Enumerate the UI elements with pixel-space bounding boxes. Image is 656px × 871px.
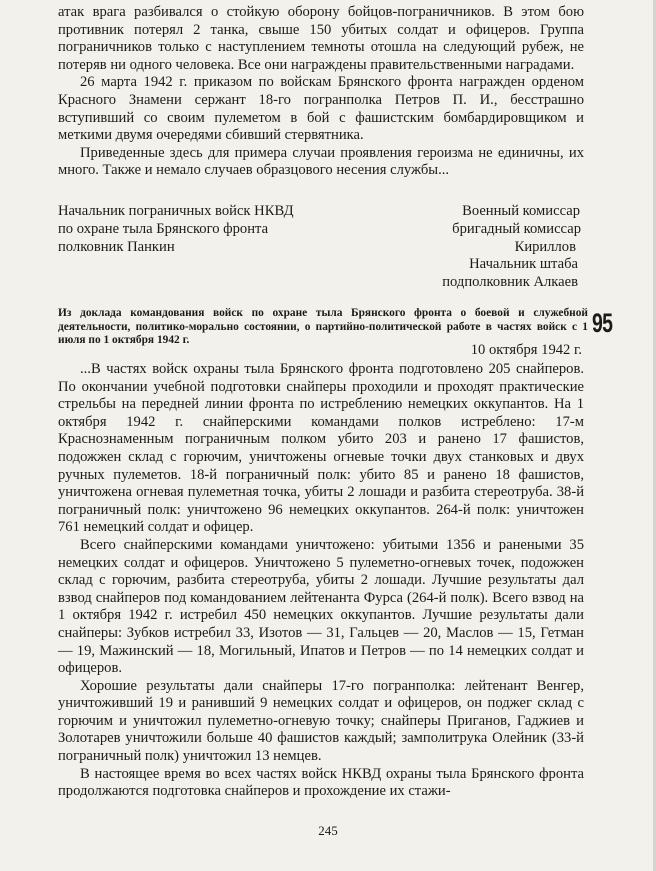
- document-body: [58, 361, 584, 801]
- paragraph-3: Приведенные здесь для примера случаи проявления героизма не единичны, их много. Также и немало случаев образцового несения службы...: [58, 144, 584, 179]
- signature-block: [58, 203, 584, 292]
- body-paragraph-1: ...В частях войск охраны тыла Брянского фронта подготовлено 205 снайперов. По окончании учебной подготовки снайперы проходили и проходят практические стрельбы на передней линии фронта по истреблению немецких оккупантов. На 1 октября 1942 г. снайперскими командами полков истреблено: 17-м Краснознаменным пограничным полком убито 203 и ранено 17 фашистов, подожжен склад с горючим, уничтожены огневые точки двух станковых и двух ручных пулеметов. 18-й пограничный полк: убито 85 и ранено 18 фашистов, уничтожена огневая пулеметная точка, убиты 2 лошади и разбита стереотруба. 38-й пограничный полк: уничтожено 96 немецких оккупантов. 264-й полк: уничтожен 761 немецкий солдат и офицер.: [58, 361, 584, 536]
- body-paragraph-4: В настоящее время во всех частях войск НКВД охраны тыла Брянского фронта продолжаются подготовка снайперов и прохождение их стажи-: [58, 765, 584, 800]
- signature-row: [58, 203, 584, 221]
- signature-right: бригадный комиссар: [452, 220, 581, 237]
- signature-row: [58, 239, 584, 257]
- page-number: 245: [318, 823, 338, 838]
- signature-row: [58, 221, 584, 239]
- paragraph-1: атак врага разбивался о стойкую оборону бойцов-пограничников. В этом бою противник потерял 2 танка, свыше 150 убитых солдат и офицеров. Группа пограничников только с наступлением темноты отошла на следующий рубеж, не потеряв ни одного человека. Все они награждены правительственными наградами.: [58, 4, 584, 73]
- signature-left: Начальник пограничных войск НКВД: [58, 203, 294, 219]
- signature-row: [58, 274, 584, 292]
- paragraph-2: 26 марта 1942 г. приказом по войскам Брянского фронта награжден орденом Красного Знамени сержант 18-го погранполка Петров П. И., бесстрашно вступивший со своим пулеметом в бой с фашистским бомбардировщиком и меткими двумя очередями сбивший стервятника.: [58, 74, 584, 144]
- document-date: 10 октября 1942 г.: [470, 342, 582, 358]
- signature-left: по охране тыла Брянского фронта: [58, 220, 269, 237]
- signature-right: Начальник штаба: [469, 256, 578, 273]
- signature-right: подполковник Алкаев: [442, 274, 578, 291]
- signature-right: Военный комиссар: [462, 203, 580, 219]
- signature-row: [58, 256, 584, 274]
- document-number: 95: [592, 308, 613, 338]
- body-paragraph-2: Всего снайперскими командами уничтожено: убитыми 1356 и ранеными 35 немецких солдат и офицеров. Уничтожено 5 пулеметно-огневых точек, подожжен склад с горючим, разбита стереотруба, убиты 2 лошади. Лучшие результаты дал взвод снайперов под командованием лейтенанта Фурса (264-й полк). Всего взвод на 1 октября 1942 г. истребил 450 немецких оккупантов. Лучшие результаты дали снайперы: Зубков истребил 33, Изотов — 31, Гальцев — 20, Маслов — 15, Гетман — 19, Мажинский — 18, Могильный, Ипатов и Петров — по 14 немецких солдат и офицеров.: [58, 536, 584, 677]
- signature-left: полковник Панкин: [58, 238, 175, 255]
- signature-right: Кириллов: [514, 238, 576, 255]
- continuation-text: [58, 4, 584, 180]
- body-paragraph-3: Хорошие результаты дали снайперы 17-го погранполка: лейтенант Венгер, уничтоживший 19 и ранивший 9 немецких солдат и офицеров, он поджег склад с горючим и уничтожил пулеметно-огневую точку; снайперы Приганов, Гаджиев и Золотарев уничтожили больше 40 фашистов каждый; замполитрука Олейник (33-й пограничный полк) уничтожил 13 немцев.: [58, 677, 584, 765]
- document-heading: Из доклада командования войск по охране тыла Брянского фронта о боевой и служебной деятельности, политико-морально состоянии, о партийно-политической работе в частях войск с 1 июля по 1 октября 1942 г.: [58, 307, 588, 347]
